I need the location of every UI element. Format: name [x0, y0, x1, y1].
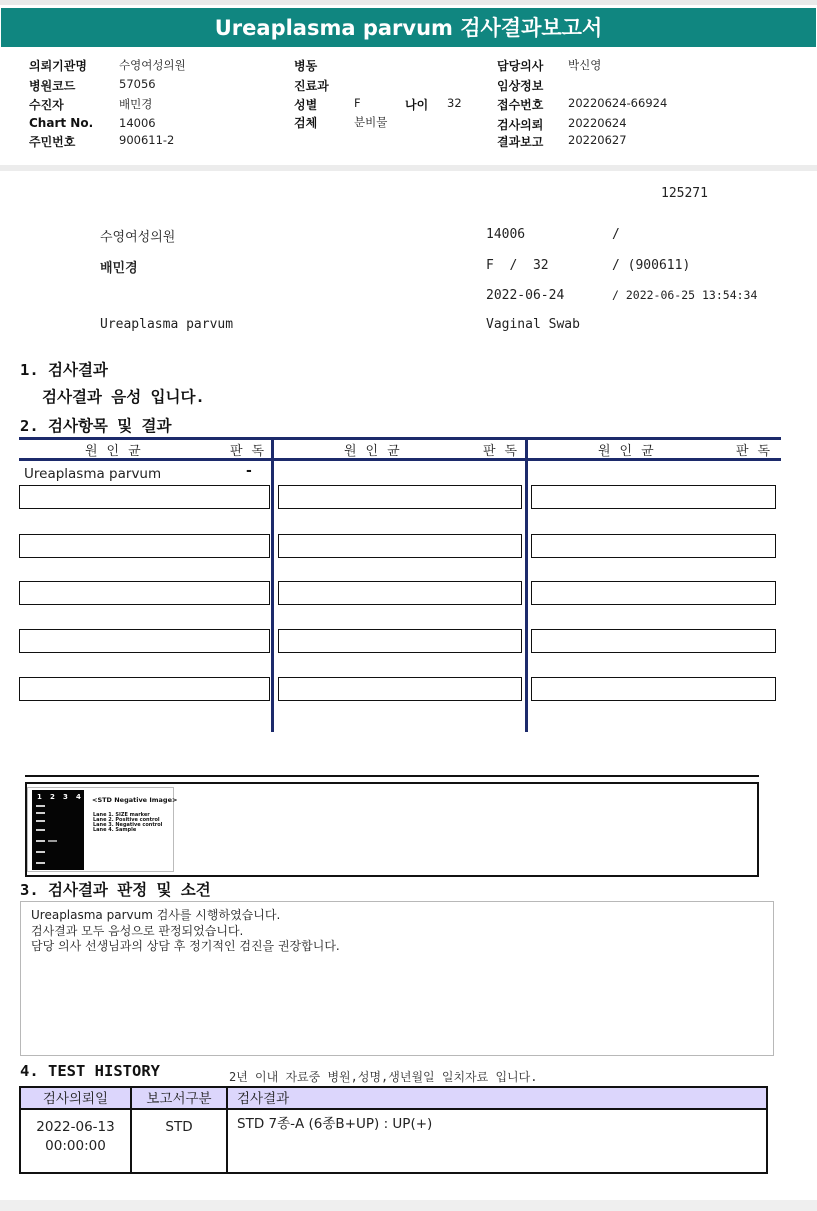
gel-legend-item: Lane 3. Negative control: [93, 822, 163, 828]
patient-value: 배민경: [119, 97, 153, 111]
report-birth: / (900611): [612, 258, 691, 273]
report-sex-age: F / 32: [486, 258, 549, 273]
history-note: 2년 이내 자료중 병원,성명,생년월일 일치자료 입니다.: [229, 1070, 538, 1084]
opinion-line: 검사결과 모두 음성으로 판정되었습니다.: [31, 923, 244, 938]
request-date-value: 20220624: [568, 116, 627, 130]
report-date-value: 20220627: [568, 133, 627, 147]
resident-no-label: 주민번호: [29, 135, 76, 149]
report-title: Ureaplasma parvum 검사결과보고서: [1, 8, 816, 47]
result-cell: [531, 677, 776, 701]
age-value: 32: [447, 96, 462, 110]
history-time: 00:00:00: [45, 1138, 106, 1154]
ward-label: 병동: [294, 59, 318, 73]
col1-head-reading: 판독: [230, 444, 274, 459]
history-date-cell: [21, 1110, 132, 1172]
item-name: Ureaplasma parvum: [24, 466, 162, 482]
hospital-label: 의뢰기관명: [29, 59, 87, 73]
gel-band: [36, 851, 45, 853]
specimen-value: 분비물: [354, 115, 388, 129]
gel-band: [48, 840, 57, 842]
result-cell: [278, 629, 522, 653]
history-result: STD 7종-A (6종B+UP) : UP(+): [237, 1116, 433, 1132]
top-strip: [0, 0, 817, 5]
gel-legend-item: Lane 2. Positive control: [93, 817, 160, 823]
report-hospital: 수영여성의원: [100, 230, 176, 245]
section2-title: 2. 검사항목 및 결과: [20, 417, 172, 435]
department-label: 진료과: [294, 79, 329, 93]
history-col-type: 보고서구분: [132, 1088, 228, 1108]
history-table: [19, 1086, 768, 1174]
sex-label: 성별: [294, 98, 318, 112]
report-id: 125271: [661, 186, 708, 201]
section1-result: 검사결과 음성 입니다.: [42, 388, 205, 406]
col2-head-reading: 판독: [483, 444, 527, 459]
gel-legend-item: Lane 4. Sample: [93, 827, 137, 833]
result-cell: [531, 629, 776, 653]
gel-legend-item: Lane 1. SIZE marker: [93, 812, 150, 818]
report-chart-no: 14006: [486, 227, 526, 242]
sex-value: F: [354, 96, 361, 110]
result-cell: [278, 534, 522, 558]
section3-title: 3. 검사결과 판정 및 소견: [20, 881, 211, 899]
history-date: 2022-06-13: [36, 1119, 115, 1135]
report-specimen: Vaginal Swab: [486, 317, 580, 332]
section4-title: 4. TEST HISTORY: [20, 1062, 160, 1080]
lane-label-3: 3: [63, 793, 68, 801]
col2-head-organism: 원인균: [344, 444, 409, 459]
lane-label-2: 2: [50, 793, 55, 801]
item-result: -: [246, 463, 252, 479]
receipt-no-value: 20220624-66924: [568, 96, 668, 110]
chart-no-value: 14006: [119, 116, 156, 130]
result-cell: [19, 677, 270, 701]
col3-head-reading: 판독: [736, 444, 780, 459]
resident-no-value: 900611-2: [119, 133, 175, 147]
results-table-divider-1: [271, 437, 274, 732]
history-header-row: [21, 1088, 766, 1110]
report-slash: /: [612, 227, 620, 242]
result-cell: [19, 629, 270, 653]
report-patient-name: 배민경: [100, 261, 138, 276]
patient-label: 수진자: [29, 98, 64, 112]
history-type: STD: [165, 1119, 193, 1135]
bottom-strip: [0, 1200, 817, 1211]
gel-band: [36, 840, 45, 842]
opinion-line: Ureaplasma parvum 검사를 시행하였습니다.: [31, 908, 281, 922]
col1-head-organism: 원인균: [85, 444, 150, 459]
age-label: 나이: [405, 98, 429, 112]
request-date-label: 검사의뢰: [497, 118, 544, 132]
gel-band: [36, 829, 45, 831]
receipt-no-label: 접수번호: [497, 98, 544, 112]
chart-no-label: Chart No.: [29, 116, 94, 130]
doctor-value: 박신영: [568, 58, 602, 72]
doctor-label: 담당의사: [497, 59, 544, 73]
col3-head-organism: 원인균: [598, 444, 663, 459]
lane-label-4: 4: [76, 793, 81, 801]
opinion-box: [20, 901, 774, 1056]
report-receive-date: 2022-06-24: [486, 288, 565, 303]
results-table-divider-2: [525, 437, 528, 732]
result-cell: [19, 534, 270, 558]
gel-band: [36, 805, 45, 807]
report-datetime: / 2022-06-25 13:54:34: [612, 288, 758, 302]
section1-title: 1. 검사결과: [20, 361, 108, 379]
hospital-code-label: 병원코드: [29, 79, 76, 93]
hospital-value: 수영여성의원: [119, 58, 186, 72]
gel-band: [36, 862, 45, 864]
gel-band: [36, 820, 45, 822]
table-row: [21, 1110, 766, 1172]
gel-legend-title: <STD Negative Image>: [92, 796, 178, 804]
history-col-date: 검사의뢰일: [21, 1088, 132, 1108]
history-type-cell: [132, 1110, 228, 1172]
lane-label-1: 1: [37, 793, 42, 801]
image-top-rule: [25, 775, 759, 777]
gel-band: [36, 812, 45, 814]
result-cell: [531, 581, 776, 605]
result-cell: [19, 581, 270, 605]
history-col-result: 검사결과: [237, 1091, 290, 1107]
result-cell: [278, 581, 522, 605]
opinion-line: 담당 의사 선생님과의 상담 후 정기적인 검진을 권장합니다.: [31, 939, 340, 953]
report-test-name: Ureaplasma parvum: [100, 317, 234, 332]
report-date-label: 결과보고: [497, 135, 544, 149]
result-cell: [278, 485, 522, 509]
result-cell: [531, 534, 776, 558]
hospital-code-value: 57056: [119, 77, 156, 91]
result-cell: [531, 485, 776, 509]
clinical-info-label: 임상정보: [497, 79, 544, 93]
result-cell: [278, 677, 522, 701]
header-divider: [0, 165, 817, 171]
result-cell: [19, 485, 270, 509]
specimen-label: 검체: [294, 116, 318, 130]
